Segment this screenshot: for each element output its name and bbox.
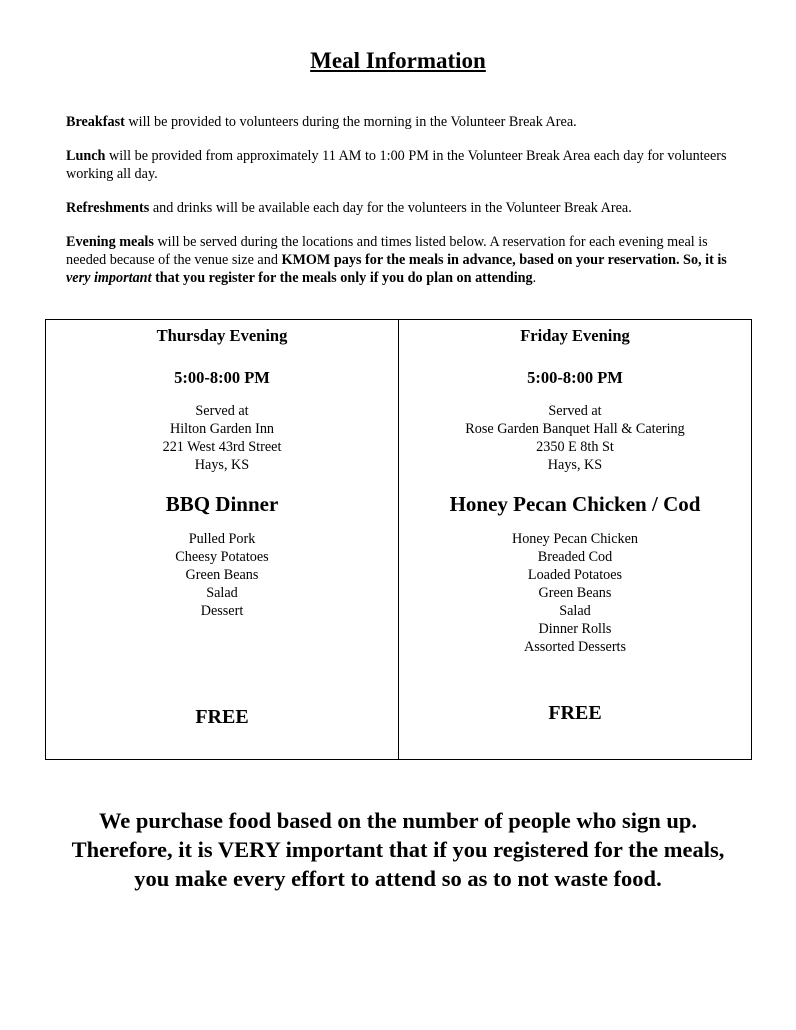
notice-line: you make every effort to attend so as to not waste food.	[134, 866, 662, 891]
menu-item: Green Beans	[185, 567, 259, 583]
meal-price: FREE	[195, 706, 249, 728]
page-title: Meal Information	[310, 48, 486, 73]
intro-section	[66, 113, 738, 303]
menu-list	[46, 530, 398, 620]
evening-bold-2: that you register for the meals only if you do plan on attending	[151, 270, 533, 286]
evening-emphasis-wrap	[66, 270, 152, 286]
refreshments-text: and drinks will be available each day for the volunteers in the Volunteer Break Area.	[149, 200, 632, 216]
menu-item: Honey Pecan Chicken	[511, 531, 639, 547]
meal-column-thursday	[46, 320, 398, 759]
notice-line: Therefore, it is VERY important that if you registered for the meals,	[71, 837, 725, 862]
menu-item: Salad	[206, 585, 238, 601]
menu-item: Green Beans	[538, 585, 612, 601]
evening-end: .	[532, 270, 537, 286]
refreshments-paragraph	[66, 199, 738, 217]
breakfast-paragraph	[66, 113, 738, 131]
venue-line: Hays, KS	[547, 457, 603, 473]
meal-venue	[399, 402, 751, 474]
menu-title: Honey Pecan Chicken / Cod	[449, 492, 701, 516]
meal-venue	[46, 402, 398, 474]
menu-item: Loaded Potatoes	[527, 567, 623, 583]
venue-line: Hays, KS	[194, 457, 250, 473]
notice-line: We purchase food based on the number of people who sign up.	[98, 808, 698, 833]
meal-day: Friday Evening	[520, 326, 630, 345]
meal-time: 5:00-8:00 PM	[174, 368, 270, 387]
meal-day: Thursday Evening	[156, 326, 288, 345]
meal-price: FREE	[548, 702, 602, 724]
menu-list	[399, 530, 751, 656]
attendance-notice	[0, 806, 796, 893]
menu-item: Pulled Pork	[188, 531, 256, 547]
lunch-label: Lunch	[66, 148, 106, 164]
menu-item: Dessert	[200, 603, 244, 619]
menu-item: Breaded Cod	[537, 549, 613, 565]
lunch-text: will be provided from approximately 11 AM to 1:00 PM in the Volunteer Break Area each day for volunteers working all day.	[66, 148, 727, 182]
menu-item: Salad	[559, 603, 591, 619]
venue-line: Hilton Garden Inn	[169, 421, 275, 437]
evening-text: will be served during the locations and times listed below. A reservation for each evening meal is needed because of the venue size and	[66, 234, 708, 268]
menu-item: Assorted Desserts	[523, 639, 627, 655]
lunch-paragraph	[66, 147, 738, 183]
meal-table	[45, 319, 752, 760]
evening-label: Evening meals	[66, 234, 154, 250]
menu-item: Dinner Rolls	[538, 621, 612, 637]
refreshments-label: Refreshments	[66, 200, 150, 216]
venue-line: Rose Garden Banquet Hall & Catering	[465, 421, 685, 437]
menu-title: BBQ Dinner	[165, 492, 279, 516]
evening-emphasis: very important	[66, 270, 152, 286]
meal-column-friday	[398, 320, 751, 759]
served-at-label: Served at	[548, 403, 602, 419]
menu-item: Cheesy Potatoes	[175, 549, 269, 565]
breakfast-text: will be provided to volunteers during the morning in the Volunteer Break Area.	[124, 114, 577, 130]
evening-paragraph	[66, 233, 738, 287]
venue-line: 221 West 43rd Street	[162, 439, 282, 455]
venue-line: 2350 E 8th St	[536, 439, 614, 455]
evening-bold-1: KMOM pays for the meals in advance, based on your reservation. So, it is	[281, 252, 727, 268]
breakfast-label: Breakfast	[66, 114, 125, 130]
served-at-label: Served at	[195, 403, 249, 419]
meal-time: 5:00-8:00 PM	[527, 368, 623, 387]
